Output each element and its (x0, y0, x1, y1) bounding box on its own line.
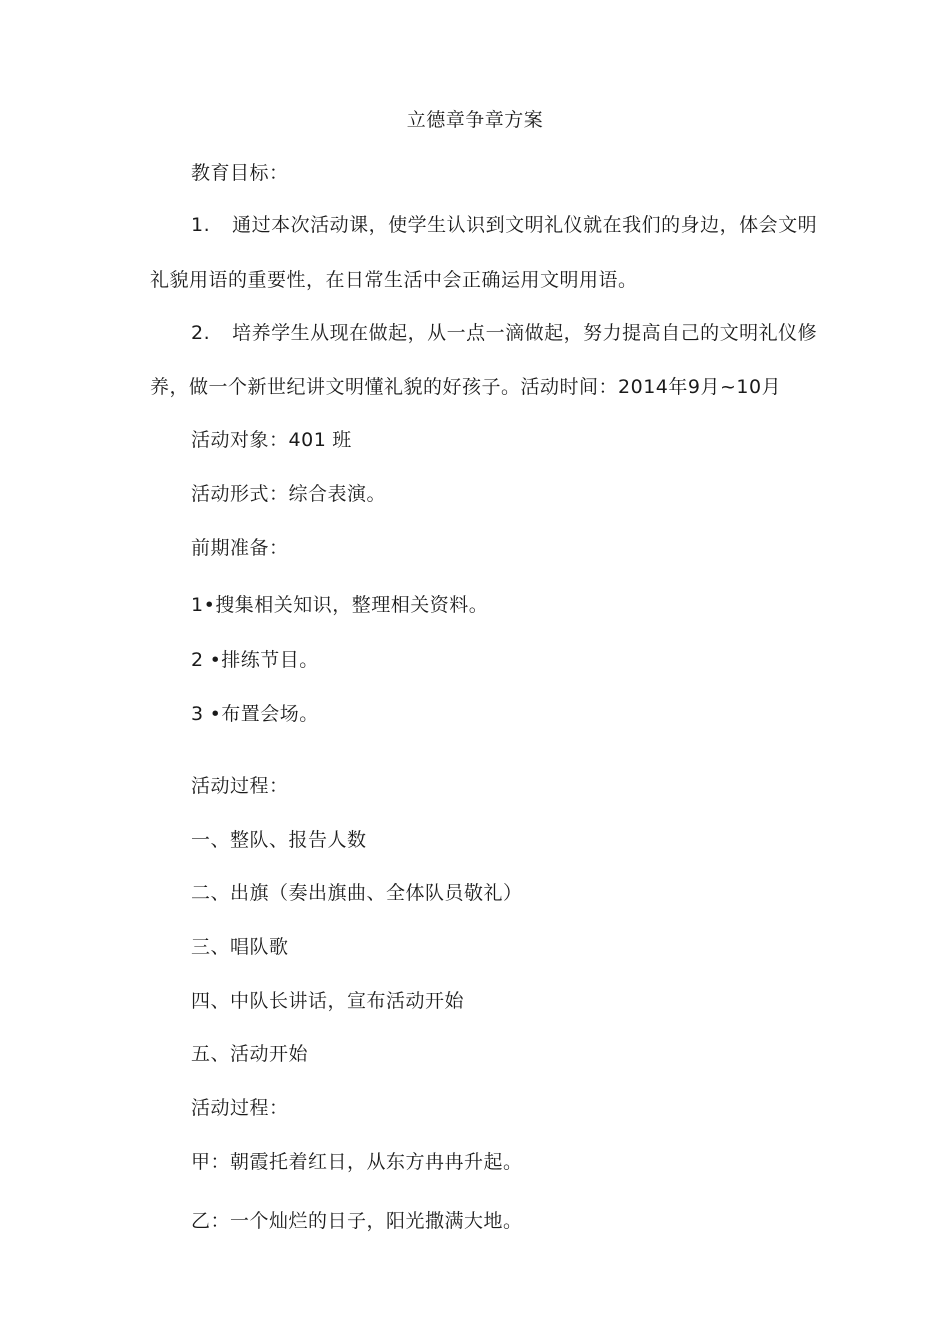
process-heading-2: 活动过程： (191, 1097, 289, 1119)
step-1: 一、整队、报告人数 (191, 829, 367, 851)
dialogue-line-1: 甲：朝霞托着红日，从东方冉冉升起。 (191, 1151, 523, 1173)
activity-year: 2014 (618, 376, 669, 398)
year-unit: 年 (668, 376, 688, 398)
activity-month-end: 10 (736, 376, 762, 398)
prep-item-1 (191, 593, 488, 617)
step-3: 三、唱队歌 (191, 936, 289, 958)
target-unit: 班 (332, 429, 352, 451)
prep-item-3-number: 3 (191, 703, 204, 725)
activity-target (191, 428, 352, 452)
goal-2-text-2: 养，做一个新世纪讲文明懂礼貌的好孩子。活动时间： (150, 376, 619, 398)
goal-2-line-2 (150, 375, 781, 399)
prep-item-3-text: •布置会场。 (209, 703, 319, 725)
goals-heading: 教育目标： (191, 162, 289, 184)
step-5: 五、活动开始 (191, 1043, 309, 1065)
dialogue-line-2: 乙：一个灿烂的日子，阳光撒满大地。 (191, 1210, 523, 1232)
prep-item-2 (191, 648, 319, 672)
activity-form: 活动形式：综合表演。 (191, 483, 387, 505)
prep-item-2-number: 2 (191, 649, 204, 671)
month-unit-1: 月 (700, 376, 720, 398)
step-2: 二、出旗（奏出旗曲、全体队员敬礼） (191, 882, 523, 904)
goal-2-line-1 (191, 321, 817, 345)
goal-2-number: 2. (191, 322, 211, 344)
prep-item-2-text: •排练节目。 (209, 649, 319, 671)
goal-1-number: 1. (191, 214, 211, 236)
process-heading: 活动过程： (191, 775, 289, 797)
activity-month-start: 9 (687, 376, 701, 398)
month-unit-2: 月 (761, 376, 782, 398)
target-class-number: 401 (288, 429, 327, 451)
range-tilde: ~ (720, 376, 737, 398)
step-4: 四、中队长讲话，宣布活动开始 (191, 990, 465, 1012)
target-label: 活动对象： (191, 429, 289, 451)
prep-item-3 (191, 702, 319, 726)
prep-item-1-number: 1 (191, 594, 204, 616)
goal-2-text-1: 培养学生从现在做起，从一点一滴做起，努力提高自己的文明礼仪修 (232, 322, 818, 344)
document-title: 立德章争章方案 (406, 109, 544, 131)
prep-heading: 前期准备： (191, 537, 289, 559)
goal-1-line-2: 礼貌用语的重要性，在日常生活中会正确运用文明用语。 (150, 269, 638, 291)
goal-1-text-1: 通过本次活动课，使学生认识到文明礼仪就在我们的身边，体会文明 (232, 214, 818, 236)
goal-1-line-1 (191, 213, 817, 237)
prep-item-1-text: •搜集相关知识，整理相关资料。 (203, 594, 489, 616)
